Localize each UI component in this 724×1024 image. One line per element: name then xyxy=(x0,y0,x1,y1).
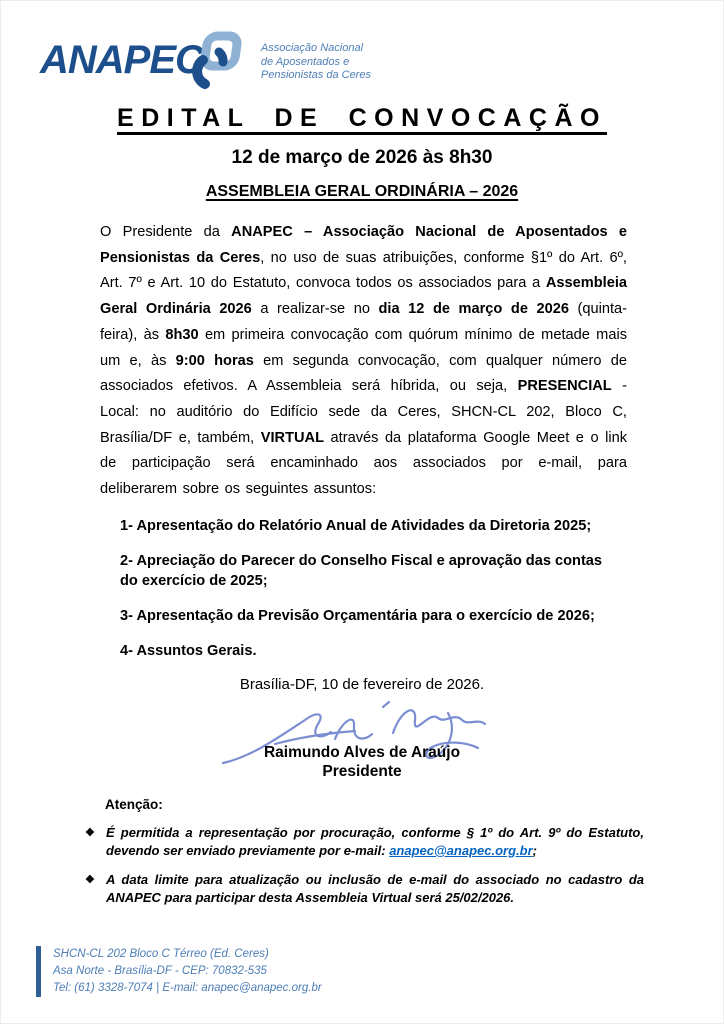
signature-block xyxy=(0,697,724,781)
agenda-item: 4- Assuntos Gerais. xyxy=(120,642,257,659)
logo-brand-text: ANAPEC xyxy=(40,38,203,82)
footer-line: SHCN-CL 202 Bloco C Térreo (Ed. Ceres) xyxy=(53,948,269,960)
footer-line: Tel: (61) 3328-7074 | E-mail: anapec@anapec.org.br xyxy=(53,982,322,994)
assembly-heading: ASSEMBLEIA GERAL ORDINÁRIA – 2026 xyxy=(205,183,519,200)
page-title: EDITAL DE CONVOCAÇÃO xyxy=(117,104,607,132)
agenda-item: 2- Apreciação do Parecer do Conselho Fiscal e aprovação das contas do exercício de 2025; xyxy=(120,552,603,589)
logo xyxy=(40,30,371,97)
logo-brand-wrap xyxy=(40,30,247,97)
logo-tagline xyxy=(261,42,371,83)
convocation-paragraph: O Presidente da ANAPEC – Associação Nacional de Aposentados e Pensionistas da Ceres, no uso de suas atribuições, conforme §1º do Art. 6º, Art. 7º e Art. 10 do Estatuto, convoca todos os associados para a Assembleia Geral Ordinária 2026 a realizar-se no dia 12 de março de 2026 (quinta-feira), às 8h30 em primeira convocação com quórum mínimo de metade mais um e, às 9:00 horas em segunda convocação, com qualquer número de associados efetivos. A Assembleia será híbrida, ou seja, PRESENCIAL - Local: no auditório do Edifício sede da Ceres, SHCN-CL 202, Bloco C, Brasília/DF e, também, VIRTUAL através da plataforma Google Meet e o link de participação será encaminhado aos associados por e-mail, para deliberarem sobre os seguintes assuntos: xyxy=(100,224,628,498)
attention-notes xyxy=(85,824,644,907)
document-content xyxy=(0,103,724,907)
signer-role: Presidente xyxy=(322,762,402,780)
footer xyxy=(36,946,322,997)
footer-accent-bar xyxy=(36,946,41,997)
logo-tagline-line: Pensionistas da Ceres xyxy=(260,69,371,81)
chain-link-icon xyxy=(189,30,247,97)
note-text: A data limite para atualização ou inclusão de e-mail do associado no cadastro da ANAPEC para participar desta Assembleia Virtual será 25/02/2026. xyxy=(106,871,644,905)
logo-tagline-line: de Aposentados e xyxy=(260,55,350,68)
logo-tagline-line: Associação Nacional xyxy=(260,42,364,54)
footer-address xyxy=(53,946,322,997)
attention-label: Atenção: xyxy=(105,796,163,812)
note-item xyxy=(85,824,644,860)
agenda-item: 3- Apresentação da Previsão Orçamentária para o exercício de 2026; xyxy=(120,607,595,624)
note-text: É permitida a representação por procuração, conforme § 1º do Art. 9º do Estatuto, devendo ser enviado previamente por e-mail: anapec@anapec.org.br; xyxy=(106,824,644,858)
meeting-datetime-heading: 12 de março de 2026 às 8h30 xyxy=(231,147,493,168)
note-item xyxy=(85,871,644,907)
email-link[interactable]: anapec@anapec.org.br xyxy=(389,842,533,858)
footer-line: Asa Norte - Brasília-DF - CEP: 70832-535 xyxy=(53,965,267,977)
diamond-bullet-icon: ❖ xyxy=(85,873,95,886)
agenda-item: 1- Apresentação do Relatório Anual de Atividades da Diretoria 2025; xyxy=(120,517,592,534)
diamond-bullet-icon: ❖ xyxy=(85,826,95,839)
signer-name: Raimundo Alves de Araújo xyxy=(263,743,461,761)
agenda-list xyxy=(120,516,619,661)
place-date-line: Brasília-DF, 10 de fevereiro de 2026. xyxy=(239,675,485,693)
